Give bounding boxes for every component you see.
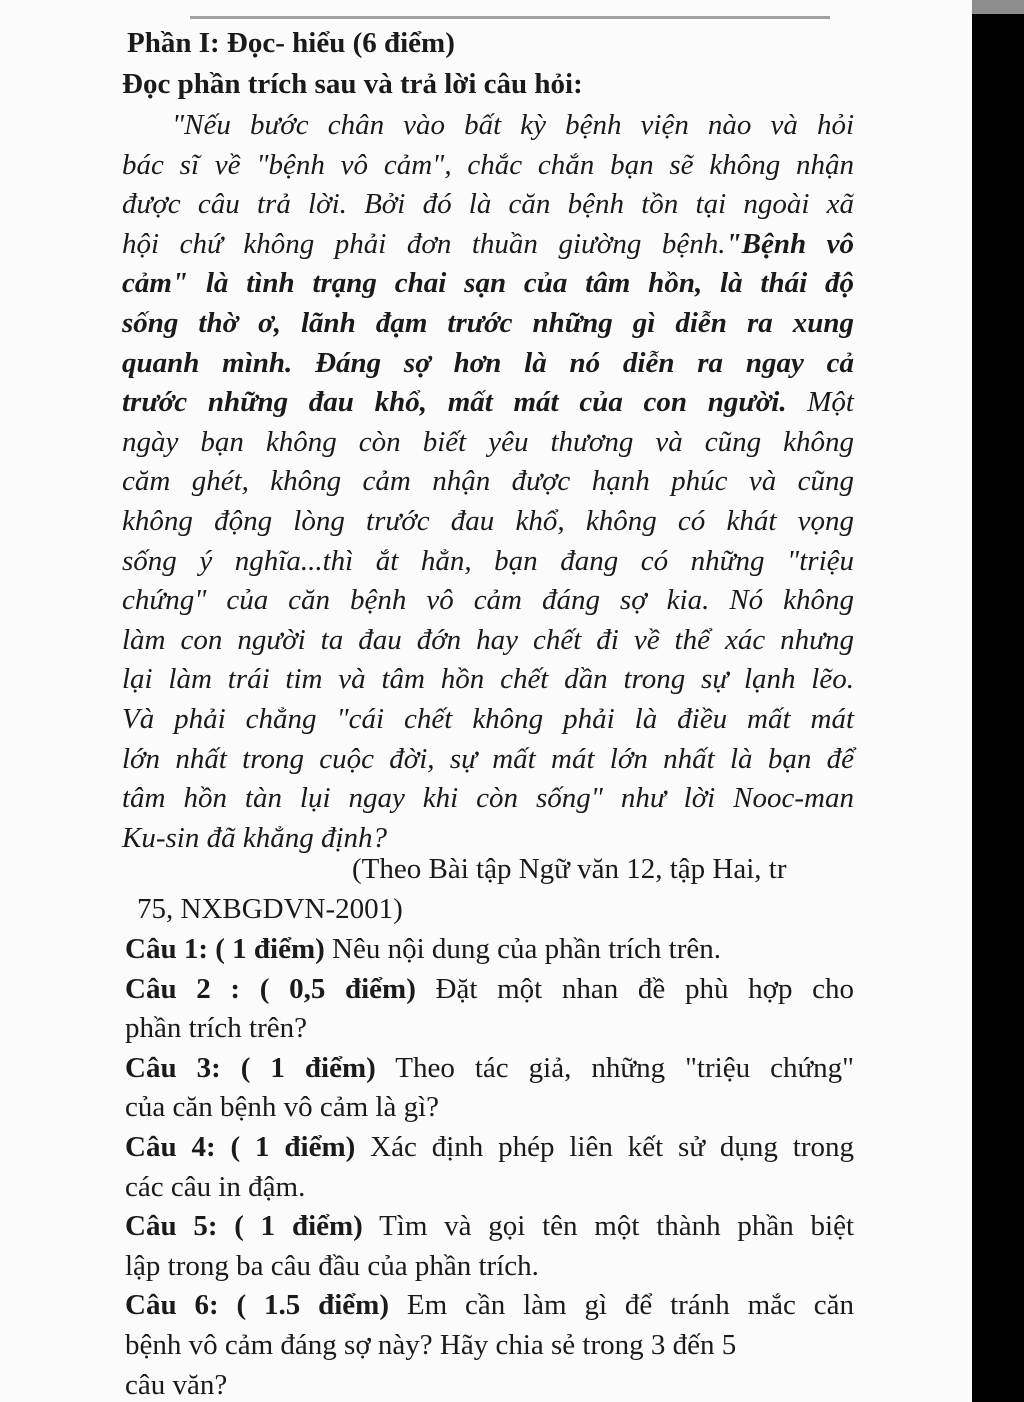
question-line	[125, 970, 854, 1010]
question-line	[125, 1366, 227, 1402]
question-line	[125, 1088, 439, 1128]
passage-line	[122, 700, 854, 740]
passage-line	[122, 264, 854, 304]
question-line	[125, 1326, 736, 1366]
passage-line	[122, 621, 854, 661]
passage-text: Và phải chẳng "cái chết không phải là điều mất mát	[122, 703, 854, 735]
passage-line	[122, 660, 854, 700]
question-text: bệnh vô cảm đáng sợ này? Hãy chia sẻ trong 3 đến 5	[125, 1329, 737, 1361]
passage-text: cảm" là tình trạng chai sạn của tâm hồn, là thái độ	[122, 267, 854, 300]
passage-line	[122, 146, 854, 186]
passage-text: trước những đau khổ, mất mát của con người.	[122, 386, 787, 419]
passage-text: chứng" của căn bệnh vô cảm đáng sợ kia. Nó không	[122, 584, 854, 617]
question-text: câu văn?	[125, 1368, 228, 1401]
passage-text: ngày bạn không còn biết yêu thương và cũng không	[122, 425, 854, 458]
question-text: Câu 4: ( 1 điểm)	[125, 1131, 356, 1163]
question-line	[125, 1009, 307, 1049]
question-line	[125, 1128, 854, 1168]
question-text: Câu 1: ( 1 điểm)	[125, 933, 325, 965]
passage-text: sống thờ ơ, lãnh đạm trước những gì diễn ra xung	[122, 307, 854, 339]
passage-text: lớn nhất trong cuộc đời, sự mất mát lớn nhất là bạn để	[122, 742, 854, 775]
passage-line	[122, 581, 854, 621]
question-text: Theo tác giả, những "triệu chứng"	[375, 1051, 855, 1084]
question-line	[125, 1286, 854, 1326]
question-line	[125, 1247, 539, 1287]
passage-line	[172, 106, 854, 146]
passage-text: "Nếu bước chân vào bất kỳ bệnh viện nào và hỏi	[172, 109, 854, 141]
passage-line	[122, 779, 854, 819]
passage-line	[122, 462, 854, 502]
passage-line	[122, 819, 387, 859]
question-text: lập trong ba câu đầu của phần trích.	[125, 1249, 539, 1282]
passage-text: tâm hồn tàn lụi ngay khi còn sống" như lời Nooc-man	[122, 782, 854, 815]
passage-line	[122, 225, 854, 265]
question-text: Tìm và gọi tên một thành phần biệt	[362, 1210, 855, 1243]
passage-text: Ku-sin đã khẳng định?	[122, 821, 388, 854]
instruction: Đọc phần trích sau và trả lời câu hỏi:	[122, 68, 583, 100]
passage-line	[122, 423, 854, 463]
source-line-2: 75, NXBGDVN-2001)	[137, 893, 403, 925]
passage-line	[122, 502, 854, 542]
passage-text: không động lòng trước đau khổ, không có khát vọng	[122, 505, 854, 537]
question-line	[125, 1207, 854, 1247]
passage-text: làm con người ta đau đớn hay chết đi về thể xác nhưng	[122, 623, 854, 656]
question-text: của căn bệnh vô cảm là gì?	[125, 1091, 440, 1124]
question-text: Em cần làm gì để tránh mắc căn	[388, 1289, 854, 1322]
passage-text: lại làm trái tim và tâm hồn chết dần trong sự lạnh lẽo.	[122, 663, 854, 696]
passage-text: quanh mình. Đáng sợ hơn là nó diễn ra ngay cả	[122, 346, 854, 379]
question-line	[125, 1049, 854, 1089]
passage-text: hội chứ không phải đơn thuần giường bệnh.	[122, 227, 726, 260]
cropped-previous-line	[190, 2, 830, 19]
passage-line	[122, 344, 854, 384]
question-text: Câu 3: ( 1 điểm)	[125, 1051, 376, 1084]
source-line-1: (Theo Bài tập Ngữ văn 12, tập Hai, tr	[352, 853, 787, 885]
question-text: phần trích trên?	[125, 1012, 307, 1045]
passage-line	[122, 185, 854, 225]
passage-text: căm ghét, không cảm nhận được hạnh phúc và cũng	[122, 465, 854, 498]
passage-line	[122, 304, 854, 344]
question-text: Nêu nội dung của phần trích trên.	[324, 933, 721, 965]
part-title: Phần I: Đọc- hiểu (6 điểm)	[127, 27, 455, 59]
passage-line	[122, 383, 854, 423]
question-line	[125, 1168, 305, 1208]
passage-line	[122, 542, 854, 582]
question-text: Đặt một nhan đề phù hợp cho	[415, 972, 855, 1005]
question-text: Câu 2 : ( 0,5 điểm)	[125, 972, 416, 1005]
question-text: các câu in đậm.	[125, 1170, 306, 1203]
passage-text: sống ý nghĩa...thì ắt hẳn, bạn đang có những "triệu	[122, 544, 854, 577]
passage-text: được câu trả lời. Bởi đó là căn bệnh tồn tại ngoài xã	[122, 188, 854, 221]
question-line	[125, 930, 721, 970]
passage-text: Một	[786, 386, 854, 419]
question-text: Câu 6: ( 1.5 điểm)	[125, 1289, 389, 1322]
passage-line	[122, 740, 854, 780]
question-text: Câu 5: ( 1 điểm)	[125, 1210, 363, 1243]
passage-text: "Bệnh vô	[725, 227, 854, 260]
passage-text: bác sĩ về "bệnh vô cảm", chắc chắn bạn sẽ không nhận	[122, 148, 854, 181]
question-text: Xác định phép liên kết sử dụng trong	[355, 1131, 855, 1163]
